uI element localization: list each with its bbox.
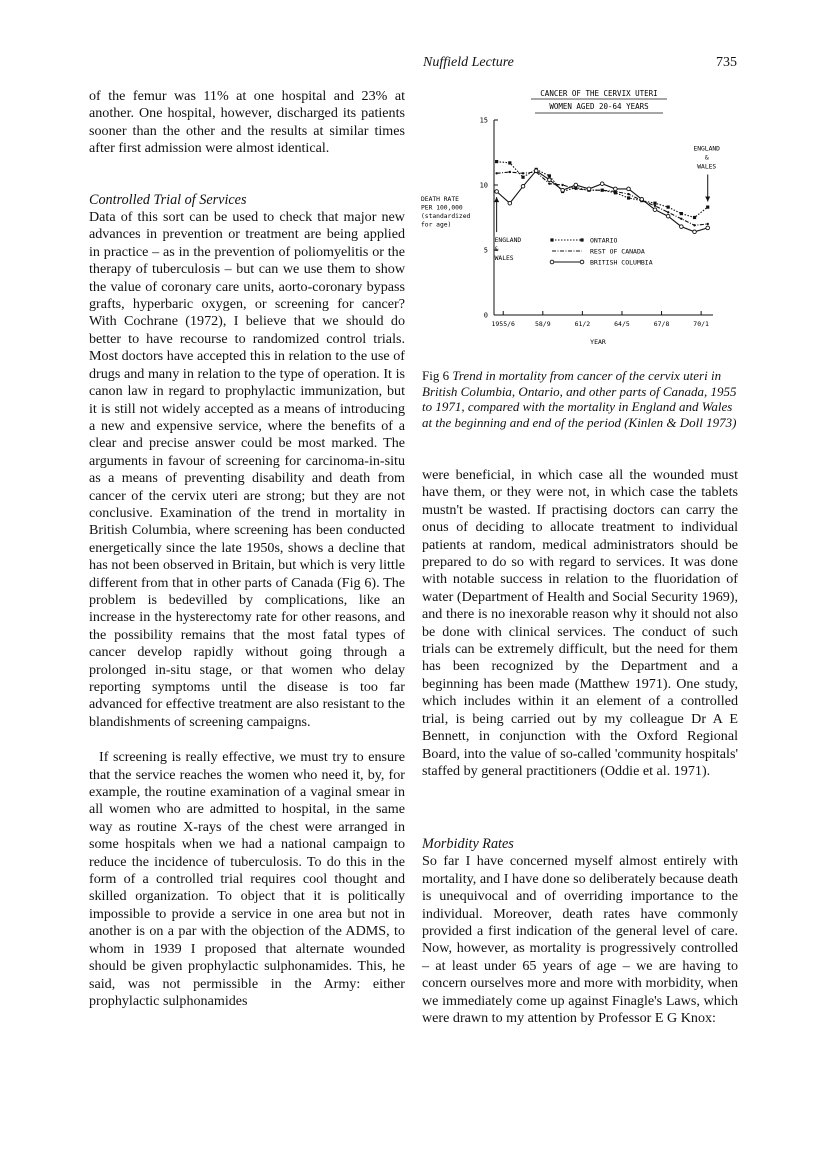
data-point xyxy=(614,187,618,191)
paragraph-continuation: were beneficial, in which case all the wounded must have them, or they were not, in which case the tablets mustn't be wasted. If practising doctors can carry the onus of deciding to allocate treatment to individual patients at random, medical administrators should be prepared to do so with regard to services. It was done with notable success in relation to the fluoridation of water (Department of Health and Social Security 1969), and there is no inexorable reason why it should not also be done with clinical services. The conduct of such trials can be extremely difficult, but the need for them has been recognized by the Department and a beginning has been made (Matthew 1971). One study, which includes within it an element of a controlled trial, is being carried out by my colleague Dr A E Bennett, in conjunction with the Oxford Regional Board, into the value of so-called 'community hospitals' staffed by general practitioners (Oddie et al. 1971). xyxy=(422,467,738,779)
x-tick-label: 61/2 xyxy=(574,320,591,328)
data-point xyxy=(548,178,552,182)
data-point xyxy=(508,201,512,205)
right-column-lower xyxy=(422,836,738,1027)
opening-paragraph: of the femur was 11% at one hospital and 23% at another. One hospital, however, discharged its patients sooner than the other and the results at similar times after first admission were almost identical. xyxy=(89,88,405,157)
data-point xyxy=(522,172,524,174)
annotation-label: & xyxy=(494,246,499,254)
data-point xyxy=(561,188,565,192)
y-axis-label: PER 100,000 xyxy=(421,204,463,212)
legend-marker xyxy=(580,238,583,241)
x-tick-label: 70/1 xyxy=(693,320,709,328)
data-point xyxy=(534,169,538,173)
data-point xyxy=(587,187,591,191)
annotation-label: & xyxy=(704,154,709,162)
data-point xyxy=(666,214,670,218)
data-point xyxy=(521,185,525,189)
legend-marker xyxy=(550,238,553,241)
legend-label: REST OF CANADA xyxy=(590,247,645,256)
x-tick-label: 1955/6 xyxy=(491,320,515,328)
data-point xyxy=(693,216,696,219)
y-axis-label: (standardized xyxy=(421,213,471,220)
data-point xyxy=(627,196,630,199)
data-point xyxy=(667,211,669,213)
paragraph-controlled-trial-2: If screening is really effective, we must try to ensure that the service reaches the women who need it, by, for example, the routine examination of a vaginal smear in all women who are admitted to hospital, in the same way as routine X-rays of the chest were arranged in some hospitals when we had a national campaign to reduce the incidence of tuberculosis. To do this in the form of a controlled trial requires cool thought and skilled organization. To object that it is politically impossible to provide a service in one area but not in another is on a par with the objection of the ADMS, to whom in 1939 I proposed that alternate wounded should be given prophylactic sulphonamides. This, he said, was not permissible in the Army: either prophylactic sulphonamides xyxy=(89,749,405,1009)
figure-caption xyxy=(422,368,738,430)
data-point xyxy=(707,223,709,225)
annotation-label: ENGLAND xyxy=(494,237,522,245)
x-axis-label: YEAR xyxy=(590,338,606,346)
y-axis-label: DEATH RATE xyxy=(421,196,459,203)
right-column xyxy=(422,467,738,780)
left-column xyxy=(89,88,405,1010)
data-point xyxy=(600,182,604,186)
data-point xyxy=(627,187,631,191)
paragraph-controlled-trial-1: Data of this sort can be used to check that major new advances in prevention or treatment are being applied in practice – as in the prevention of poliomyelitis or the therapy of tuberculosis – but can we use them to show the value of coronary care units, aorto-coronary bypass grafts, hyperbaric oxygen, or screening for cancer? With Cochrane (1972), I believe that we should do better to have recourse to randomized control trials. Most doctors have accepted this in relation to the use of drugs and many in relation to the type of operation. It is canon law in regard to prophylactic immunization, but it is still not widely accepted as a means of introducing a new and expensive service, where the benefits of a clear and precise answer could be most marked. The arguments in favour of screening for carcinoma-in-situ as a means of preventing disability and death from cancer of the cervix uteri are strong; but they are not conclusive. Examination of the trend in mortality in British Columbia, where screening has been conducted energetically since the late 1950s, shows a decline that has not been observed in Britain, but which is very little different from that in other parts of Canada (Fig 6). The problem is bedevilled by complications, like an increase in the hysterectomy rate for other reasons, and the possibility remains that the most fatal types of cancer develop rapidly without going through a prolonged in-situ stage, or that women who delay reporting symptoms until the disease is too far advanced for effective treatment are also resistant to the blandishments of screening campaigns. xyxy=(89,209,405,730)
y-axis-label: for age) xyxy=(421,221,452,229)
figure-6-chart xyxy=(415,82,740,364)
annotation-arrow-head xyxy=(705,197,710,202)
x-tick-label: 64/5 xyxy=(614,320,630,328)
data-point xyxy=(574,183,578,187)
chart-subtitle: WOMEN AGED 20-64 YEARS xyxy=(549,102,649,111)
data-point xyxy=(680,218,682,220)
annotation-label: ENGLAND xyxy=(693,145,720,153)
data-point xyxy=(495,160,498,163)
paragraph-morbidity-rates: So far I have concerned myself almost entirely with mortality, and I have done so deliberately because death is unequivocal and of overriding importance to the individual. Moreover, death rates have commonly provided a first indication of the general level of care. Now, however, as mortality is progressively controlled – at least under 65 years of age – we are having to concern ourselves more and more with morbidity, when we immediately come up against Finagle's Laws, which were drawn to my attention by Professor E G Knox: xyxy=(422,853,738,1027)
data-point xyxy=(548,183,550,185)
legend-marker xyxy=(550,260,554,264)
data-point xyxy=(601,189,603,191)
chart-title: CANCER OF THE CERVIX UTERI xyxy=(540,89,658,98)
figure-caption-text: Trend in mortality from cancer of the cervix uteri in British Columbia, Ontario, and other parts of Canada, 1955 to 1971, compared with the mortality in England and Wales at the beginning and end of the period (Kinlen & Doll 1973) xyxy=(422,368,737,430)
data-point xyxy=(509,171,511,173)
data-point xyxy=(693,224,695,226)
data-point xyxy=(575,188,577,190)
data-point xyxy=(548,174,551,177)
data-point xyxy=(653,208,657,212)
series-line-british-columbia xyxy=(497,171,708,232)
data-point xyxy=(627,193,629,195)
figure-caption-label: Fig 6 xyxy=(422,368,450,383)
page-number: 735 xyxy=(716,55,737,70)
data-point xyxy=(680,212,683,215)
legend-label: ONTARIO xyxy=(590,236,618,245)
data-point xyxy=(495,172,497,174)
annotation-arrow-head xyxy=(494,197,499,202)
y-tick-label: 15 xyxy=(479,116,488,125)
data-point xyxy=(706,226,710,230)
data-point xyxy=(640,198,644,202)
data-point xyxy=(521,176,524,179)
annotation-label: WALES xyxy=(494,255,514,263)
data-point xyxy=(508,161,511,164)
running-header-title: Nuffield Lecture xyxy=(423,55,514,70)
data-point xyxy=(495,190,499,194)
y-tick-label: 5 xyxy=(483,246,488,255)
y-tick-label: 0 xyxy=(483,311,488,320)
x-tick-label: 58/9 xyxy=(534,320,551,328)
section-heading-controlled-trial: Controlled Trial of Services xyxy=(89,191,247,208)
data-point xyxy=(653,202,656,205)
data-point xyxy=(667,206,670,209)
legend-marker xyxy=(580,260,584,264)
section-heading-morbidity-rates: Morbidity Rates xyxy=(422,836,514,852)
data-point xyxy=(654,205,656,207)
x-tick-label: 67/8 xyxy=(653,320,670,328)
data-point xyxy=(680,225,684,229)
y-tick-label: 10 xyxy=(479,181,488,190)
legend-label: BRITISH COLUMBIA xyxy=(590,258,653,267)
data-point xyxy=(706,206,709,209)
annotation-label: WALES xyxy=(697,163,717,171)
data-point xyxy=(561,184,563,186)
data-point xyxy=(693,230,697,234)
